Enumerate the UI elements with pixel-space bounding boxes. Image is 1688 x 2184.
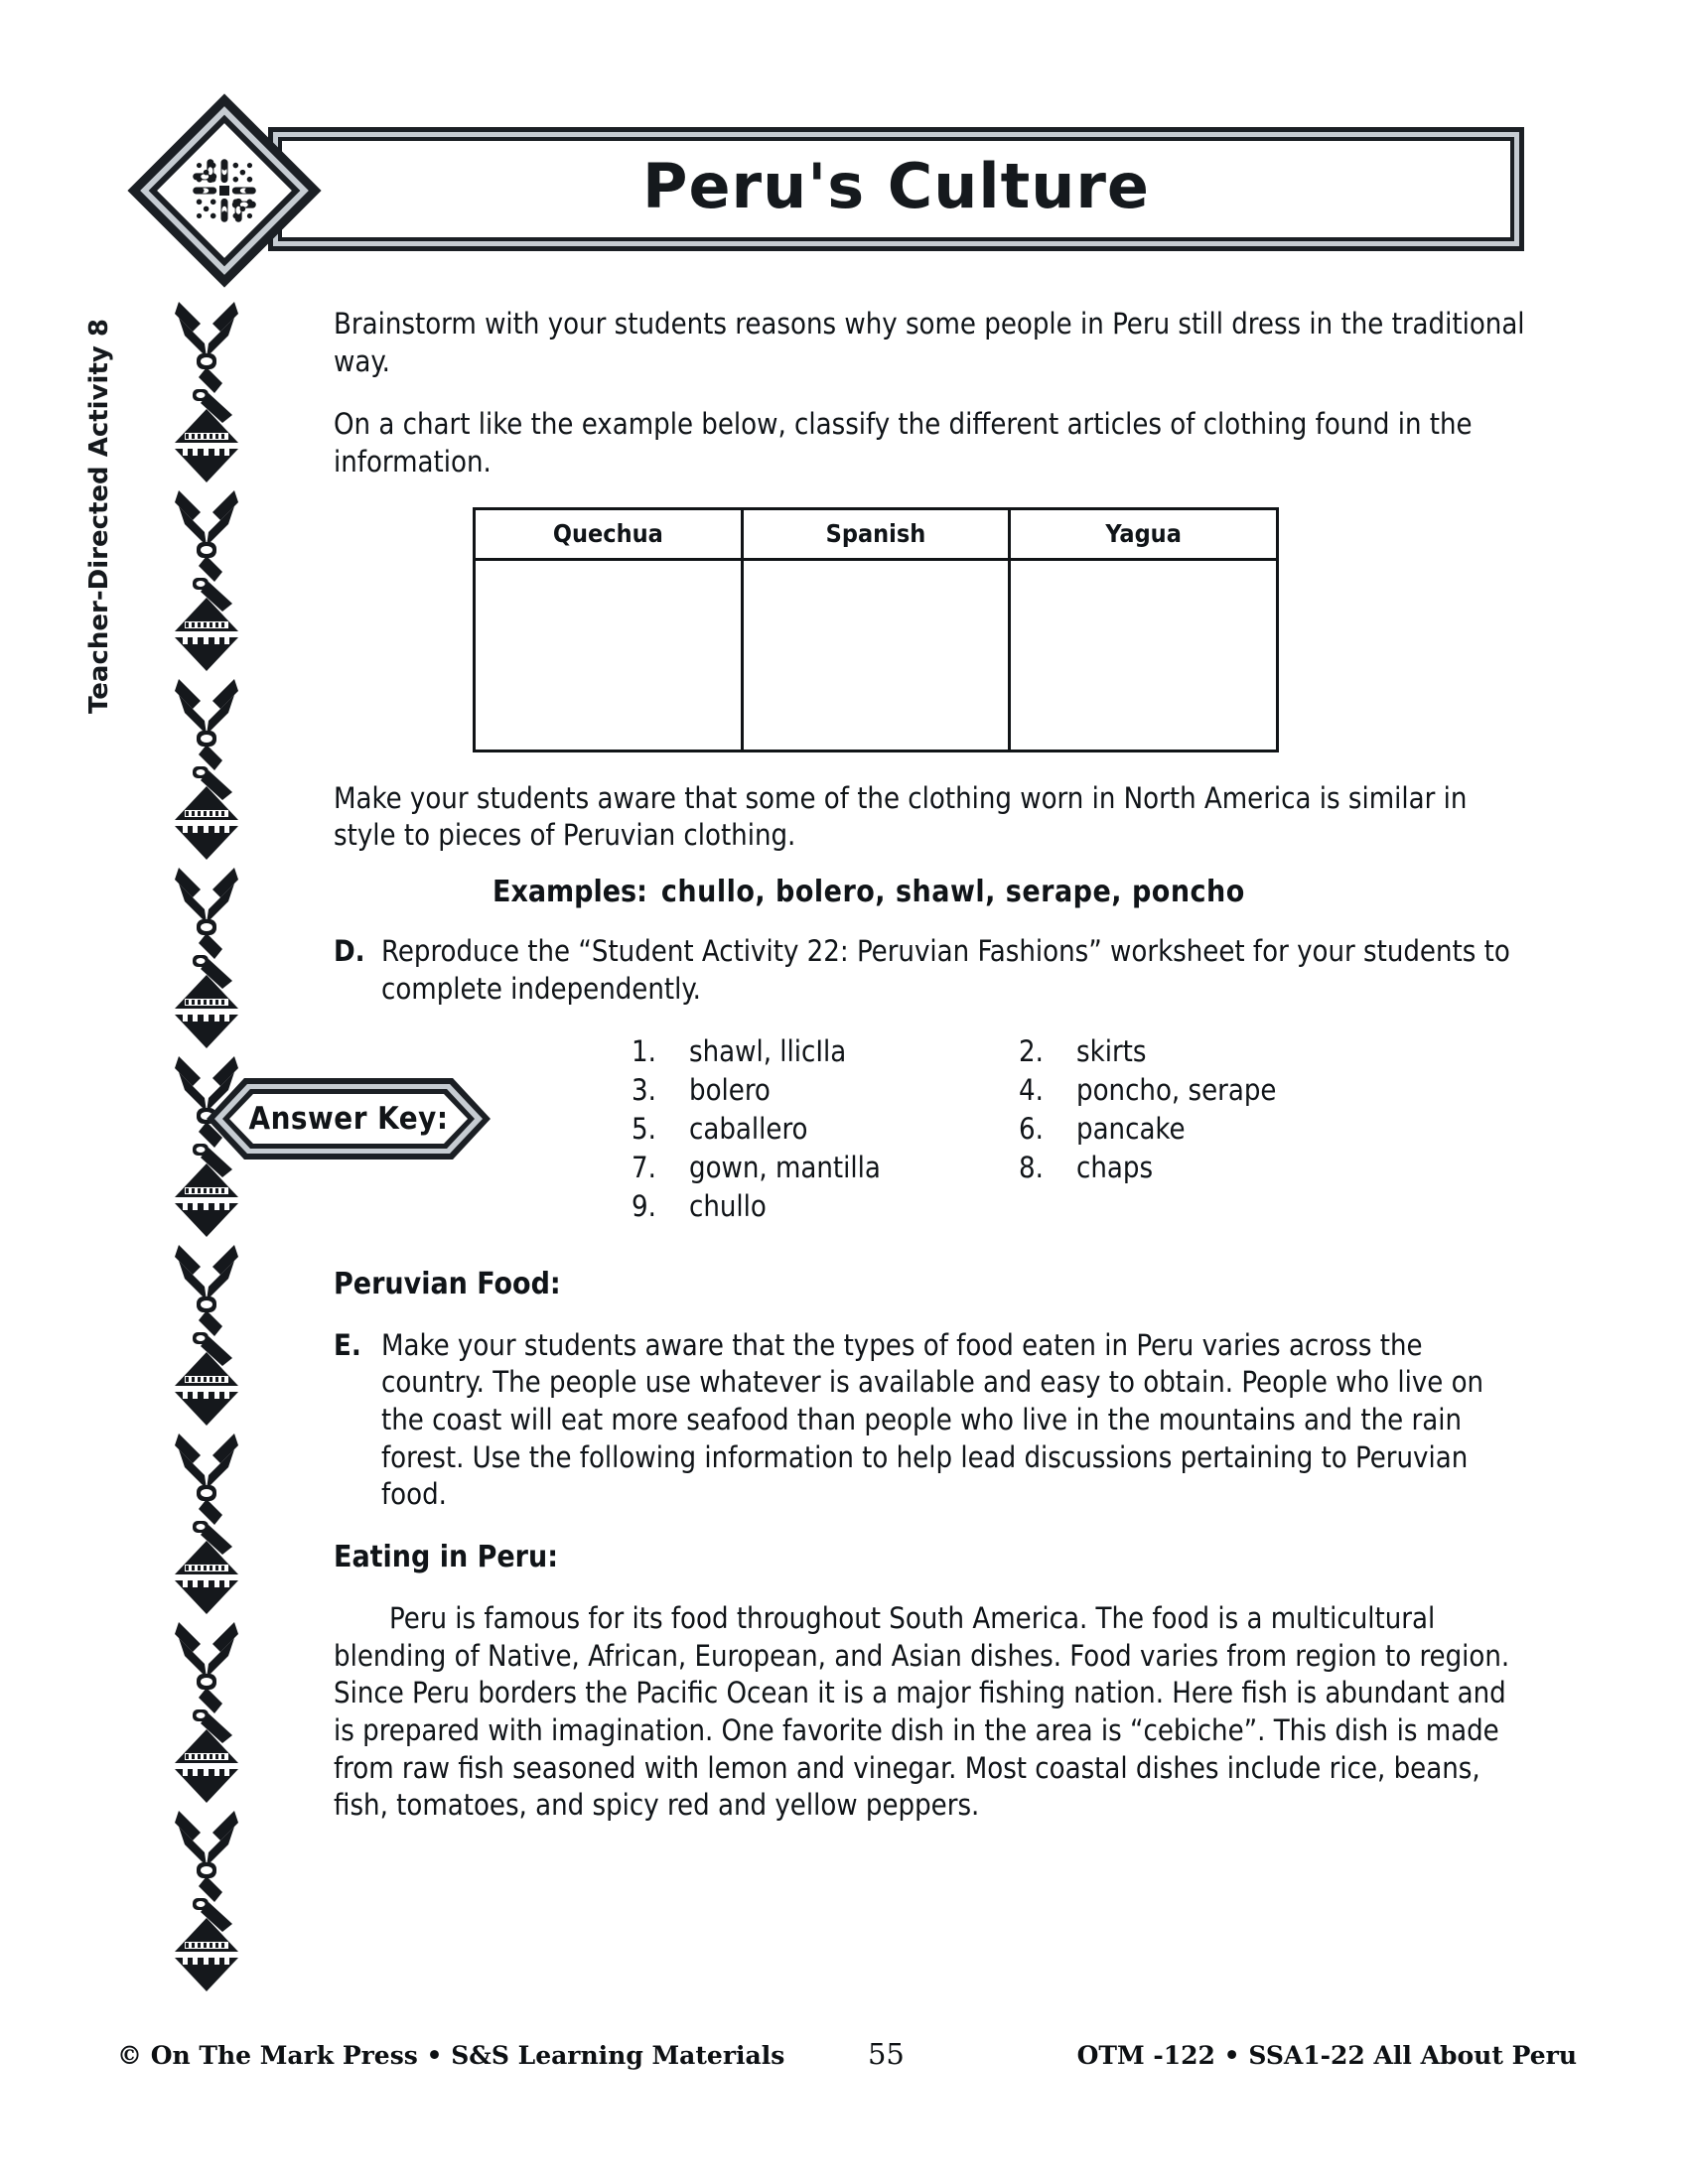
answer-key-right-column [1019, 1034, 1406, 1228]
table-cell-spanish[interactable] [742, 559, 1010, 751]
examples-label: Examples: [492, 875, 647, 910]
answer-number: 3. [632, 1072, 656, 1107]
footer-product-code: OTM -122 • SSA1-22 All About Peru [1076, 2041, 1577, 2070]
chart-instruction-paragraph: On a chart like the example below, classify the different articles of clothing found in the information. [334, 407, 1473, 479]
footer-publisher: © On The Mark Press • S&S Learning Materials [117, 2041, 785, 2070]
answer-value: bolero [689, 1072, 771, 1107]
answer-key-columns [632, 1034, 1525, 1228]
table-row [475, 559, 1278, 751]
answer-number: 9. [632, 1188, 656, 1223]
answer-row [1019, 1151, 1406, 1189]
answer-value: poncho, serape [1076, 1072, 1277, 1107]
answer-row [632, 1073, 1019, 1112]
worksheet-content [248, 306, 1525, 1850]
item-d-text: Reproduce the “Student Activity 22: Peruvian Fashions” worksheet for your students to complete independently. [381, 934, 1510, 1006]
intro-paragraph: Brainstorm with your students reasons why some people in Peru still dress in the traditional way. [334, 307, 1525, 378]
table-column-header-spanish: Spanish [742, 508, 1010, 559]
examples-items: chullo, bolero, shawl, serape, poncho [660, 875, 1245, 910]
footer-page-number: 55 [867, 2037, 905, 2071]
table-column-header-quechua: Quechua [475, 508, 743, 559]
item-d-marker: D. [334, 934, 365, 969]
table-header-row [475, 508, 1278, 559]
table-column-header-yagua: Yagua [1010, 508, 1278, 559]
answer-row [632, 1112, 1019, 1151]
item-d [334, 933, 1525, 1008]
answer-value: skirts [1076, 1033, 1147, 1068]
page-title: Peru's Culture [642, 149, 1150, 222]
answer-row [1019, 1034, 1406, 1073]
north-america-paragraph: Make your students aware that some of the clothing worn in North America is similar in style to pieces of Peruvian clothing. [334, 780, 1468, 853]
examples-line [334, 875, 1525, 909]
activity-label-rail [0, 298, 159, 854]
item-e [334, 1327, 1525, 1514]
table-cell-quechua[interactable] [475, 559, 743, 751]
page-header [0, 0, 1688, 298]
answer-number: 2. [1019, 1033, 1044, 1068]
eating-in-peru-paragraph: Peru is famous for its food throughout South America. The food is a multicultural blending of Native, African, European, and Asian dishes. Food varies from region to region. Since Peru borders the Pacific Ocean it is a major fishing nation. Here fish is abundant and is prepared with imagination. One favorite dish in the area is “cebiche”. This dish is made from raw fish seasoned with lemon and vinegar. Most coastal dishes include rice, beans, fish, tomatoes, and spicy red and yellow peppers. [334, 1600, 1510, 1823]
answer-number: 8. [1019, 1150, 1044, 1184]
page-footer [117, 2037, 1577, 2071]
answer-number: 7. [632, 1150, 656, 1184]
answer-number: 5. [632, 1111, 656, 1146]
andean-diamond-medallion-icon [141, 107, 308, 274]
answer-number: 1. [632, 1033, 656, 1068]
item-e-marker: E. [334, 1327, 361, 1362]
footer-divider [117, 2025, 1577, 2027]
answer-value: caballero [689, 1111, 808, 1146]
answer-number: 6. [1019, 1111, 1044, 1146]
table-cell-yagua[interactable] [1010, 559, 1278, 751]
answer-key-label: Answer Key: [248, 1100, 449, 1137]
answer-row [632, 1151, 1019, 1189]
answer-key-block [248, 1033, 1525, 1233]
answer-row [632, 1034, 1019, 1073]
clothing-classification-table [473, 507, 1279, 752]
answer-row [1019, 1112, 1406, 1151]
answer-value: pancake [1076, 1111, 1186, 1146]
title-banner [268, 127, 1524, 251]
sidebar-activity-label: Teacher-Directed Activity 8 [84, 319, 114, 714]
answer-number: 4. [1019, 1072, 1044, 1107]
answer-value: chullo [689, 1188, 767, 1223]
eating-in-peru-heading: Eating in Peru: [334, 1539, 558, 1574]
answer-value: shawl, llicIla [689, 1033, 847, 1068]
answer-value: chaps [1076, 1150, 1154, 1184]
answer-row [1019, 1073, 1406, 1112]
item-e-text: Make your students aware that the types of food eaten in Peru varies across the country. The people use whatever is available and easy to obtain. People who live on the coast will eat more seafood than people who live in the mountains and the rain forest. Use the following information to help lead discussions pertaining to Peruvian food. [381, 1327, 1484, 1512]
answer-row [632, 1189, 1019, 1228]
answer-key-left-column [632, 1034, 1019, 1228]
answer-value: gown, mantilla [689, 1150, 881, 1184]
peruvian-food-heading: Peruvian Food: [334, 1266, 561, 1301]
